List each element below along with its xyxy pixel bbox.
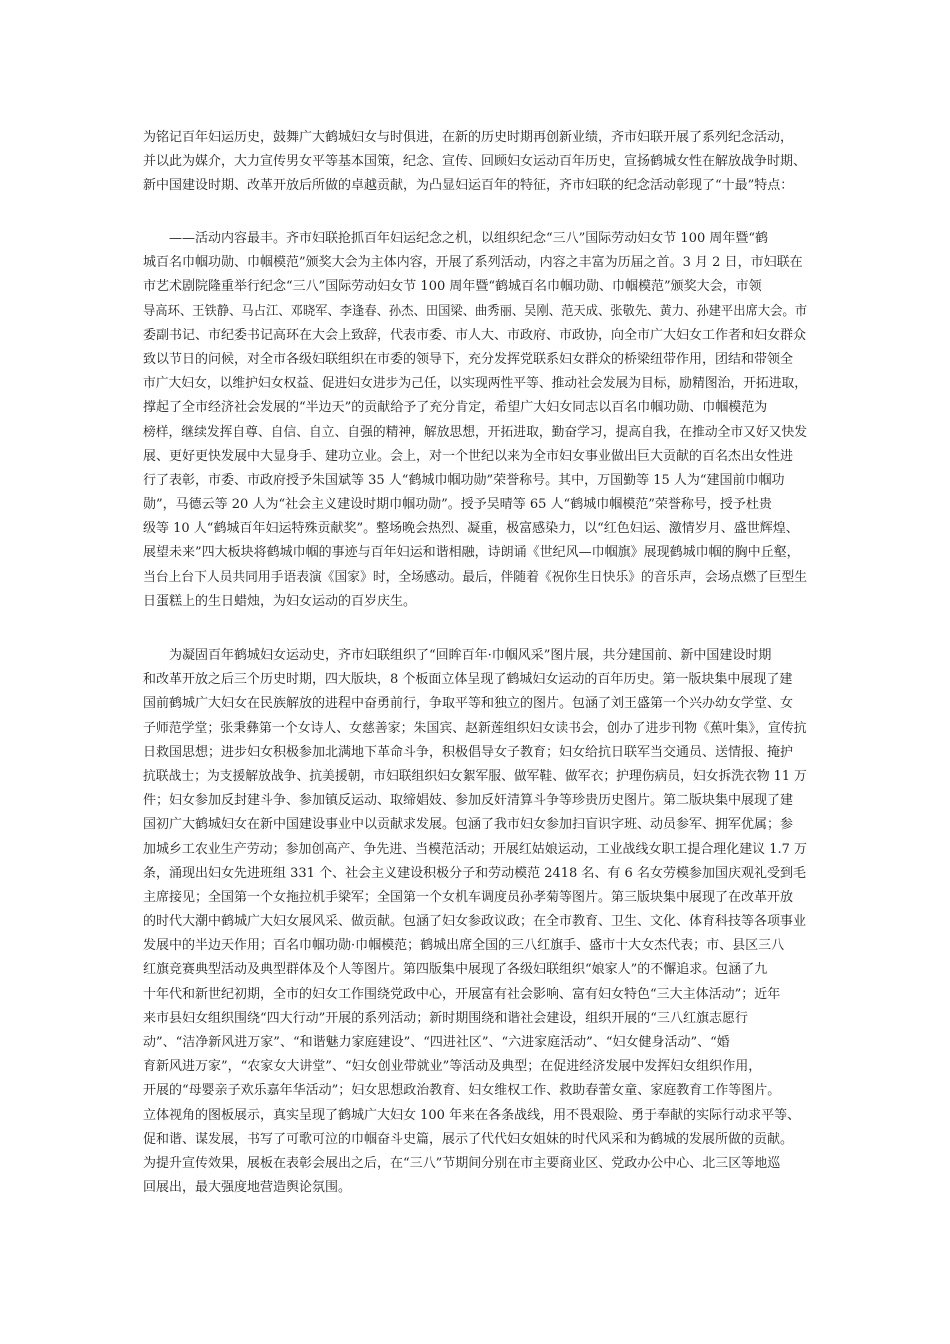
text-line: 育新风进万家”，“农家女大讲堂”、“妇女创业带就业”等活动及典型；在促进经济发展中发挥妇女组织作用， [143,1059,762,1075]
paragraph-activities [143,227,845,614]
text-line: 国初广大鹤城妇女在新中国建设事业中以贡献求发展。包涵了我市妇女参加扫盲识字班、动员参军、拥军优属；参 [143,817,794,833]
text-line: 发展中的半边天作用；百名巾帼功勋·巾帼模范；鹤城出席全国的三八红旗手、盛市十大女杰代表；市、县区三八 [143,938,785,954]
text-line: 促和谐、谋发展，书写了可歌可泣的巾帼奋斗史篇，展示了代代妇女姐妹的时代风采和为鹤城的发展所做的贡献。 [143,1131,794,1147]
text-line: 市艺术剧院隆重举行纪念“三八”国际劳动妇女节 100 周年暨“鹤城百名巾帼功勋、巾帼模范”颁奖大会，市领 [143,279,762,295]
text-line: 为提升宣传效果，展板在表彰会展出之后，在“三八”节期间分别在市主要商业区、党政办公中心、北三区等地巡 [143,1155,781,1171]
text-line: 回展出，最大强度地营造舆论氛围。 [143,1180,352,1196]
text-line: 为凝固百年鹤城妇女运动史，齐市妇联组织了“回眸百年·巾帼风采”图片展，共分建国前、新中国建设时期 [143,648,772,663]
text-line: 来市县妇女组织围绕“四大行动”开展的系列活动；新时期围绕和谐社会建设，组织开展的“三八红旗志愿行 [143,1010,748,1026]
paragraph-intro [143,126,806,199]
text-line: 日蛋糕上的生日蜡烛，为妇女运动的百岁庆生。 [143,593,417,609]
text-line: 子师范学堂；张秉彝第一个女诗人、女慈善家；朱国宾、赵新莲组织妇女读书会，创办了进步刊物《蕉叶集》，宣传抗 [143,720,807,736]
text-line: 国前鹤城广大妇女在民族解放的进程中奋勇前行，争取平等和独立的图片。包涵了刘王盛第一个兴办幼女学堂、女 [143,696,794,712]
text-line: 并以此为媒介，大力宣传男女平等基本国策，纪念、宣传、回顾妇女运动百年历史，宣扬鹤城女性在解放战争时期、 [143,154,807,170]
paragraph-photo-exhibition [143,644,818,1200]
text-line: 新中国建设时期、改革开放后所做的卓越贡献，为凸显妇运百年的特征，齐市妇联的纪念活动彰现了“十最”特点： [143,178,794,194]
text-line: 级等 10 人“鹤城百年妇运特殊贡献奖”。整场晚会热烈、凝重，极富感染力，以“红色妇运、激情岁月、盛世辉煌、 [143,521,799,537]
text-line: 主席接见；全国第一个女拖拉机手梁军；全国第一个女机车调度员孙孝菊等图片。第三版块集中展现了在改革开放 [143,889,794,905]
text-line: 导高环、王铁静、马占江、邓晓军、李逢春、孙杰、田国梁、曲秀丽、吴刚、范天成、张敬先、黄力、孙建平出席大会。市 [143,303,808,319]
text-line: 撑起了全市经济社会发展的“半边天”的贡献给予了充分肯定，希望广大妇女同志以百名巾帼功勋、巾帼模范为 [143,400,768,416]
text-line: 开展的“母婴亲子欢乐嘉年华活动”；妇女思想政治教育、妇女维权工作、救助春蕾女童、家庭教育工作等图片。 [143,1083,781,1099]
text-line: 市广大妇女，以维护妇女权益、促进妇女进步为己任，以实现两性平等、推动社会发展为目标，励精图治，开拓进取， [143,376,808,392]
text-line: 十年代和新世纪初期，全市的妇女工作围绕党政中心，开展富有社会影响、富有妇女特色“三大主体活动”；近年 [143,986,781,1002]
text-line: 的时代大潮中鹤城广大妇女展风采、做贡献。包涵了妇女参政议政；在全市教育、卫生、文化、体育科技等各项事业 [143,914,807,930]
text-line: 勋”，马德云等 20 人为“社会主义建设时期巾帼功勋”。授予吴晴等 65 人“鹤城巾帼模范”荣誉称号，授予杜贵 [143,497,772,513]
text-line: 展望未来”四大板块将鹤城巾帼的事迹与百年妇运和谐相融，诗朗诵《世纪风—巾帼旗》展现鹤城巾帼的胸中丘壑， [143,545,800,561]
text-line: 加城乡工农业生产劳动；参加创高产、争先进、当模范活动；开展红姑娘运动，工业战线女职工提合理化建议 1.7 万 [143,841,807,857]
text-line: 委副书记、市纪委书记高环在大会上致辞，代表市委、市人大、市政府、市政协，向全市广大妇女工作者和妇女群众 [143,327,807,343]
text-line: 当台上台下人员共同用手语表演《国家》时，全场感动。最后，伴随着《祝你生日快乐》的音乐声，会场点燃了巨型生 [143,569,808,585]
text-line: 立体视角的图板展示，真实呈现了鹤城广大妇女 100 年来在各条战线，用不畏艰险、勇于奉献的实际行动求平等、 [143,1107,801,1123]
text-line: 和改革开放之后三个历史时期，四大版块，8 个板面立体呈现了鹤城妇女运动的百年历史。第一版块集中展现了建 [143,672,793,688]
text-line: 展、更好更快发展中大显身手、建功立业。会上，对一个世纪以来为全市妇女事业做出巨大贡献的百名杰出女性进 [143,448,794,464]
text-line: 致以节日的问候，对全市各级妇联组织在市委的领导下，充分发挥党联系妇女群众的桥梁纽带作用，团结和带领全 [143,351,794,367]
text-line: 抗联战士；为支援解放战争、抗美援朝，市妇联组织妇女絮军服、做军鞋、做军衣；护理伤病员，妇女拆洗衣物 11 万 [143,768,807,784]
text-line: 为铭记百年妇运历史，鼓舞广大鹤城妇女与时俱进，在新的历史时期再创新业绩，齐市妇联开展了系列纪念活动， [143,130,794,145]
text-line: 榜样，继续发挥自尊、自信、自立、自强的精神，解放思想，开拓进取，勤奋学习，提高自我，在推动全市又好又快发 [143,424,808,440]
text-line: 日救国思想；进步妇女积极参加北满地下革命斗争，积极倡导女子教育；妇女给抗日联军当交通员、送情报、掩护 [143,744,794,760]
text-line: 行了表彰，市委、市政府授予朱国斌等 35 人“鹤城巾帼功勋”荣誉称号。其中，万国勤等 15 人为“建国前巾帼功 [143,472,785,488]
text-line: ——活动内容最丰。齐市妇联抢抓百年妇运纪念之机，以组织纪念“三八”国际劳动妇女节 100 周年暨“鹤 [143,231,769,246]
text-line: 红旗竞赛典型活动及典型群体及个人等图片。第四版集中展现了各级妇联组织“娘家人”的不懈追求。包涵了九 [143,962,768,978]
text-line: 城百名巾帼功勋、巾帼模范”颁奖大会为主体内容，开展了系列活动，内容之丰富为历届之首。3 月 2 日，市妇联在 [143,255,803,271]
text-line: 条，涌现出妇女先进班组 331 个、社会主义建设积极分子和劳动模范 2418 名、有 6 名女劳模参加国庆观礼受到毛 [143,865,806,881]
text-line: 动”、“洁净新风进万家”、“和谐魅力家庭建设”、“四进社区”、“六进家庭活动”、“妇女健身活动”、“婚 [143,1035,730,1050]
text-line: 件；妇女参加反封建斗争、参加镇反运动、取缔娼妓、参加反奸清算斗争等珍贵历史图片。第二版块集中展现了建 [143,793,794,809]
